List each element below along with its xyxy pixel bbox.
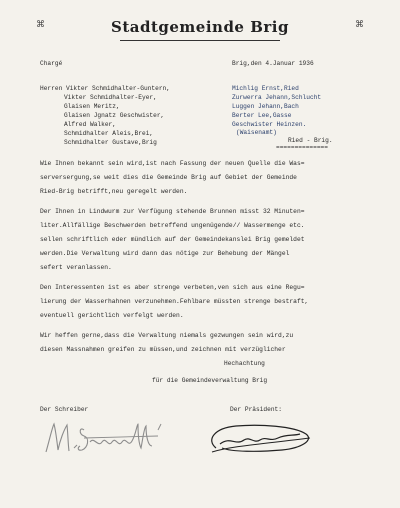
addressee-left: Vikter Schmidhalter-Eyer, — [64, 94, 157, 101]
body-line: sellen schriftlich eder mündlich auf der Gemeindekanslei Brig gemeldet — [40, 236, 305, 243]
addressee-left: Glaisen Jgnatz Geschwister, — [64, 112, 165, 119]
addressee-right: Berter Lee,Gasse — [232, 112, 292, 119]
body-line: diesen Massnahmen greifen zu müssen,und zeichnen mit verzüglicher — [40, 346, 286, 353]
letterhead — [0, 18, 400, 40]
place-date: Brig,den 4.Januar 1936 — [232, 60, 314, 67]
charge-label: Chargé — [40, 60, 63, 67]
body-line: lierung der Wasserhahnen verzunehmen.Fehlbare müssten strenge bestraft, — [40, 298, 309, 305]
body-line: eventuell gerichtlich verfelgt werden. — [40, 312, 184, 319]
ornament-right-icon: ⌘ — [355, 20, 364, 30]
body-line: Ried-Brig betrifft,neu geregelt werden. — [40, 188, 188, 195]
body-line: Wir heffen gerne,dass die Verwaltung niemals gezwungen sein wird,zu — [40, 332, 294, 339]
letterhead-title: Stadtgemeinde Brig — [111, 18, 289, 36]
body-line: Den Interessenten ist es aber strenge verbeten,ven sich aus eine Regu= — [40, 284, 305, 291]
signature-label-secretary: Der Schreiber — [40, 406, 89, 413]
body-line: serversergung,se weit dies die Gemeinde Brig auf Gebiet der Gemeinde — [40, 174, 297, 181]
addressee-right: Michlig Ernst,Ried — [232, 85, 299, 92]
addressee-right: Luggen Jehann,Bach — [232, 103, 299, 110]
body-line: sefert veranlassen. — [40, 264, 112, 271]
letterhead-rule — [120, 40, 280, 41]
signature-label-president: Der Präsident: — [230, 406, 282, 413]
addressee-right: Geschwister Heinzen. — [232, 121, 307, 128]
ornament-left-icon: ⌘ — [36, 20, 45, 30]
body-line: werden.Die Verwaltung wird dann das nötige zur Behebung der Mängel — [40, 250, 290, 257]
addressee-right: Zurwerra Jehann,Schlucht — [232, 94, 322, 101]
body-line: Der Ihnen in Lindwurm zur Verfügung stehende Brunnen misst 32 Minuten= — [40, 208, 305, 215]
addressee-right: Ried - Brig. — [288, 137, 333, 144]
secretary-signature — [40, 418, 190, 458]
addressee-left: Alfred Walker, — [64, 121, 116, 128]
addressee-left: Schmidhalter Aleis,Brei, — [64, 130, 154, 137]
addressee-left: Glaisen Meritz, — [64, 103, 120, 110]
closing-salutation: Hechachtung — [224, 360, 265, 367]
addressee-left: Schmidhalter Gustave,Brig — [64, 139, 157, 146]
addressee-left: Herren Vikter Schmidhalter-Guntern, — [40, 85, 170, 92]
underline-marks: ============== — [276, 144, 328, 151]
addressee-right: (Waisenamt) — [236, 129, 277, 136]
body-line: Wie Ihnen bekannt sein wird,ist nach Fassung der neuen Quelle die Was= — [40, 160, 305, 167]
president-signature — [202, 418, 322, 458]
body-line: liter.Allfällige Beschwerden betreffend ungenügende// Wassermenge etc. — [40, 222, 305, 229]
closing-authority: für die Gemeindeverwaltung Brig — [152, 377, 268, 384]
